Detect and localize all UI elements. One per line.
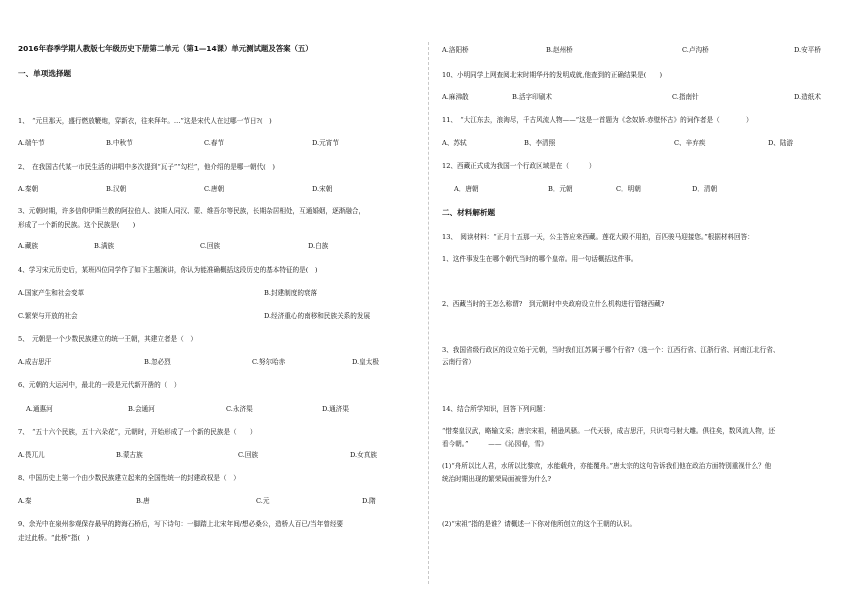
question-2-option-b: B.汉朝 <box>106 185 127 193</box>
question-1-option-a: A.端午节 <box>18 139 45 147</box>
question-8-options <box>18 497 416 506</box>
question-6-option-a: A.通惠河 <box>26 405 53 413</box>
question-10-option-c: C.指南针 <box>672 93 699 101</box>
question-7-option-b: B.蒙古族 <box>116 451 143 459</box>
question-3-option-b: B.满族 <box>94 242 115 250</box>
question-14-sub-1-line-2: 统治时期出现的繁荣局面被誉为什么? <box>442 475 552 483</box>
question-12-options <box>442 185 844 194</box>
question-14-poem-line-1: “惜秦皇汉武，略输文采；唐宗宋祖，稍逊风骚。一代天骄，成吉思汗，只识弯弓射大雕。俱往矣，数风流人物，还 <box>442 427 776 435</box>
question-9-option-a: A.洛阳桥 <box>442 46 469 54</box>
question-8-stem: 8、中国历史上第一个由少数民族建立起来的全国性统一的封建政权是（ ） <box>18 474 240 482</box>
question-3-option-a: A.藏族 <box>18 242 39 250</box>
question-13-material: 13、 阅读材料：“正月十五那一天，公主答应来西藏。莲花大殿不用拍，百匹骏马迎接您。”根据材料回答： <box>442 233 754 241</box>
question-9-option-b: B.赵州桥 <box>546 46 573 54</box>
section-heading-material: 二、材料解析题 <box>442 208 496 217</box>
question-2-option-c: C.唐朝 <box>204 185 225 193</box>
question-10-option-a: A.麻沸散 <box>442 93 469 101</box>
question-6-option-c: C.永济渠 <box>226 405 253 413</box>
question-13-sub-3-line-2: 云南行省） <box>442 358 475 366</box>
question-4-option-a: A.国家产生和社会变革 <box>18 289 85 297</box>
question-12-option-a: A．唐朝 <box>454 185 479 193</box>
section-heading-choice: 一、单项选择题 <box>18 69 72 78</box>
question-11-stem: 11、 “大江东去，浪淘尽，千古风流人物——”这是一首题为《念奴娇.赤壁怀古》的词作者是（ ） <box>442 116 753 124</box>
question-7-options <box>18 451 416 460</box>
question-5-option-c: C.努尔哈赤 <box>252 358 286 366</box>
question-9-option-d: D.安平桥 <box>794 46 821 54</box>
question-3-option-c: C.回族 <box>200 242 221 250</box>
column-divider <box>428 42 429 584</box>
question-13-sub-2: 2、西藏当时的王怎么称谓? 到元朝时中央政府设立什么机构进行管辖西藏? <box>442 300 665 308</box>
question-11-option-b: B、李清照 <box>524 139 556 147</box>
question-11-options <box>442 139 844 148</box>
question-8-option-d: D.隋 <box>362 497 376 505</box>
question-2-stem: 2、 在我国古代某一市民生活的讲唱中多次提到“瓦子”“勾栏”，他介绍的是哪一朝代( ) <box>18 163 275 171</box>
question-13-sub-3-line-1: 3、我国省级行政区的设立始于元朝，当时我们江苏属于哪个行省?（选一个：江西行省、江浙行省、河南江北行省、 <box>442 346 780 354</box>
question-10-stem: 10、小明同学上网查阅北宋时期华丹的发明成就,他查到的正确结果是( ) <box>442 71 663 79</box>
question-7-option-a: A.畏兀儿 <box>18 451 45 459</box>
question-7-option-c: C.回族 <box>238 451 259 459</box>
question-4-option-c: C.繁荣与开放的社会 <box>18 312 78 320</box>
question-10-option-d: D.造纸术 <box>794 93 821 101</box>
question-4-option-b: B.封建制度的衰落 <box>264 289 318 297</box>
question-14-poem-line-2: 看今朝。” ——《沁园春，雪》 <box>442 440 548 448</box>
question-2-option-d: D.宋朝 <box>312 185 333 193</box>
question-8-option-c: C.元 <box>256 497 270 505</box>
question-12-option-b: B．元朝 <box>548 185 573 193</box>
question-7-stem: 7、 “五十六个民族，五十六朵花”，元朝时，开始形成了一个新的民族是（ ） <box>18 428 257 436</box>
question-10-options <box>442 93 844 102</box>
question-6-options <box>18 405 416 414</box>
question-11-option-a: A、苏轼 <box>442 139 467 147</box>
question-11-option-c: C、辛弃疾 <box>674 139 706 147</box>
question-1-option-b: B.中秋节 <box>106 139 133 147</box>
question-4-options-row-1 <box>18 289 416 298</box>
question-5-options <box>18 358 416 367</box>
question-2-options <box>18 185 416 194</box>
question-9-stem-line-1: 9、余光中在泉州参观保存最早的跨海石桥后，写下诗句：一脚踏上北宋年间/想必桑公，造桥人百已/当年曾经要 <box>18 520 344 528</box>
question-5-option-b: B.忽必烈 <box>144 358 171 366</box>
question-11-option-d: D、陆游 <box>768 139 794 147</box>
question-5-option-d: D.皇太极 <box>352 358 379 366</box>
question-3-stem-line-2: 形成了一个新的民族。这个民族是( ) <box>18 221 136 229</box>
question-8-option-b: B.唐 <box>136 497 150 505</box>
question-1-options <box>18 139 416 148</box>
question-6-stem: 6、元朝的大运河中，最北的一段是元代新开凿的（ ） <box>18 381 181 389</box>
question-14-sub-1-line-1: (1)“舟所以比人君，水所以比黎庶，水能载舟，亦能覆舟。”唐太宗的这句告诉我们他在政治方面特别重视什么？他 <box>442 462 772 470</box>
document-title: 2016年春季学期人教版七年级历史下册第二单元（第1—14课）单元测试题及答案（五） <box>18 44 313 53</box>
question-3-options <box>18 242 416 251</box>
question-8-option-a: A.秦 <box>18 497 32 505</box>
question-9-stem-line-2: 走过此桥。“此桥”指( ) <box>18 534 90 542</box>
question-10-option-b: B.活字印刷术 <box>512 93 552 101</box>
question-5-stem: 5、 元朝是一个少数民族建立的统一王朝，其建立者是（ ） <box>18 335 197 343</box>
question-1-option-d: D.元宵节 <box>312 139 339 147</box>
question-12-option-d: D．清朝 <box>692 185 718 193</box>
question-6-option-b: B.会通河 <box>128 405 155 413</box>
question-1-stem: 1、 “元旦那天，盛行燃放鞭炮，穿新衣，往来拜年。…”这是宋代人在过哪一节日?( ) <box>18 117 272 125</box>
question-14-sub-2: (2)“宋祖”指的是谁？请概述一下你对他所创立的这个王朝的认识。 <box>442 520 637 528</box>
question-12-stem: 12、西藏正式成为我国一个行政区域是在（ ） <box>442 162 596 170</box>
question-4-options-row-2 <box>18 312 416 321</box>
question-3-option-d: D.白族 <box>308 242 329 250</box>
question-9-options <box>442 46 844 55</box>
question-14-stem: 14、结合所学知识，回答下列问题： <box>442 405 550 413</box>
question-12-option-c: C．明朝 <box>616 185 641 193</box>
question-6-option-d: D.通济渠 <box>322 405 349 413</box>
question-5-option-a: A.成吉思汗 <box>18 358 52 366</box>
question-3-stem-line-1: 3、元朝时期，许多信仰伊斯兰教的阿拉伯人、波斯人同汉、蒙、维吾尔等民族，长期杂居相处，互通婚姻，逐渐融合， <box>18 207 366 215</box>
question-13-sub-1: 1、这件事发生在哪个朝代当时的哪个皇帝。用一句话概括这件事。 <box>442 255 638 263</box>
question-1-option-c: C.春节 <box>204 139 225 147</box>
question-7-option-d: D.女真族 <box>350 451 377 459</box>
question-9-option-c: C.卢沟桥 <box>682 46 709 54</box>
question-4-stem: 4、学习宋元历史后，某班四位同学作了如下主题演讲，你认为能准确概括这段历史的基本特征的是( ) <box>18 266 318 274</box>
question-4-option-d: D.经济重心的南移和民族关系的发展 <box>264 312 371 320</box>
question-2-option-a: A.秦朝 <box>18 185 39 193</box>
